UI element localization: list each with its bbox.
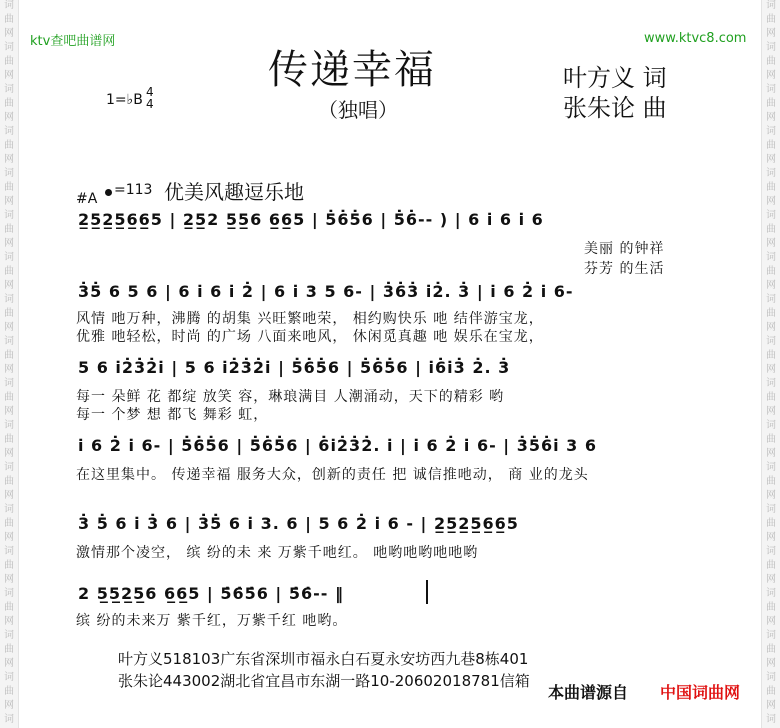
watermark-char: 网 (766, 658, 776, 669)
watermark-char: 曲 (766, 518, 776, 529)
notation-line-6: 2 5̲5̲2̲5̲6 6̲6̲5 | 5̇6̇5̇6 | 5̇6̇-- ‖ (78, 584, 344, 603)
watermark-char: 词 (766, 84, 776, 95)
watermark-char: 曲 (4, 476, 14, 487)
watermark-char: 网 (766, 406, 776, 417)
watermark-char: 网 (4, 616, 14, 627)
time-signature (146, 86, 154, 110)
watermark-char: 词 (766, 714, 776, 725)
watermark-char: 网 (4, 154, 14, 165)
watermark-char: 词 (766, 630, 776, 641)
lyric-line-1a: 美丽 的钟祥 (584, 241, 665, 257)
watermark-char: 词 (4, 252, 14, 263)
watermark-char: 词 (766, 42, 776, 53)
watermark-char: 词 (766, 420, 776, 431)
watermark-char: 词 (766, 672, 776, 683)
watermark-char: 曲 (766, 434, 776, 445)
watermark-char: 曲 (766, 392, 776, 403)
watermark-char: 曲 (4, 98, 14, 109)
watermark-char: 曲 (766, 140, 776, 151)
watermark-char: 曲 (4, 350, 14, 361)
watermark-char: 词 (766, 504, 776, 515)
lyric-line-1b: 芬芳 的生活 (584, 261, 665, 277)
watermark-char: 曲 (4, 182, 14, 193)
lyric-line-2a: 风情 吔万种，沸腾 的胡集 兴旺繁吔荣， 相约购快乐 吔 结伴游宝龙， (76, 311, 544, 327)
watermark-char: 网 (766, 322, 776, 333)
watermark-char: 曲 (766, 644, 776, 655)
tempo-marking (105, 182, 152, 198)
watermark-char: 词 (4, 546, 14, 557)
notation-line-2: 3̇5̇ 6 5 6 | 6 i̇ 6 i̇ 2̇ | 6 i̇ 3 5 6- | 3̇6̇3̇ i̇2̇. 3̇ | i̇ 6 2̇ i̇ 6- (78, 282, 574, 301)
watermark-char: 词 (766, 462, 776, 473)
time-top: 4 (146, 85, 154, 99)
composer-credit: 张朱论 曲 (563, 94, 667, 122)
watermark-char: 网 (4, 28, 14, 39)
watermark-char: 曲 (766, 182, 776, 193)
watermark-char: 曲 (4, 392, 14, 403)
watermark-char: 词 (4, 210, 14, 221)
watermark-char: 词 (4, 84, 14, 95)
watermark-char: 曲 (766, 686, 776, 697)
watermark-char: 曲 (766, 14, 776, 25)
lyric-line-3a: 每一 朵鲜 花 都绽 放笑 容，琳琅满目 人潮涌动，天下的精彩 哟 (76, 389, 505, 405)
watermark-char: 网 (766, 238, 776, 249)
watermark-char: 网 (766, 532, 776, 543)
watermark-char: 曲 (766, 350, 776, 361)
lyric-line-3b: 每一 个梦 想 都飞 舞彩 虹， (76, 407, 269, 423)
lyric-line-6: 缤 纷的未来万 紫千红，万紫千红 吔哟。 (76, 613, 348, 629)
left-watermark-strip (0, 0, 19, 728)
watermark-char: 词 (766, 546, 776, 557)
watermark-char: 词 (766, 126, 776, 137)
watermark-char: 词 (4, 420, 14, 431)
watermark-char: 曲 (766, 98, 776, 109)
watermark-char: 曲 (766, 560, 776, 571)
watermark-char: 词 (4, 294, 14, 305)
watermark-char: 曲 (766, 56, 776, 67)
watermark-char: 曲 (4, 560, 14, 571)
watermark-char: 网 (766, 28, 776, 39)
watermark-char: 曲 (4, 686, 14, 697)
watermark-char: 网 (766, 574, 776, 585)
song-title: 传递幸福 (268, 47, 436, 93)
notation-line-5: 3̇ 5̇ 6 i̇ 3̇ 6 | 3̇5̇ 6 i̇ 3. 6 | 5 6 2̇ i̇ 6 - | 2̲5̲2̲5̲6̲6̲5 (78, 514, 519, 533)
watermark-char: 曲 (4, 14, 14, 25)
lyric-line-4: 在这里集中。 传递幸福 服务大众，创新的责任 把 诚信推吔动， 商 业的龙头 (76, 467, 589, 483)
watermark-char: 网 (4, 532, 14, 543)
watermark-char: 曲 (766, 224, 776, 235)
watermark-char: 网 (4, 280, 14, 291)
watermark-char: 网 (4, 196, 14, 207)
watermark-char: 曲 (766, 308, 776, 319)
watermark-char: 网 (766, 112, 776, 123)
site-name-link[interactable]: ktv查吧曲谱网 (30, 34, 116, 49)
watermark-char: 网 (766, 364, 776, 375)
watermark-char: 词 (4, 672, 14, 683)
watermark-char: 曲 (4, 602, 14, 613)
lyric-line-2b: 优雅 吔轻松，时尚 的广场 八面来吔风， 休闲觅真趣 吔 娱乐在宝龙， (76, 329, 544, 345)
expression-marking: 优美风趣逗乐地 (164, 180, 304, 204)
watermark-char: 曲 (4, 56, 14, 67)
watermark-char: 词 (766, 588, 776, 599)
watermark-char: 曲 (766, 476, 776, 487)
watermark-char: 曲 (4, 140, 14, 151)
watermark-char: 网 (4, 406, 14, 417)
source-label: 本曲谱源自 (548, 683, 629, 702)
watermark-char: 网 (4, 238, 14, 249)
watermark-char: 词 (766, 378, 776, 389)
watermark-char: 词 (766, 252, 776, 263)
right-watermark-strip (761, 0, 780, 728)
watermark-char: 词 (766, 0, 776, 11)
watermark-char: 词 (4, 126, 14, 137)
watermark-char: 网 (4, 364, 14, 375)
watermark-char: 网 (766, 616, 776, 627)
watermark-char: 词 (766, 168, 776, 179)
watermark-char: 词 (4, 630, 14, 641)
final-barline (426, 580, 428, 604)
watermark-char: 词 (4, 336, 14, 347)
watermark-char: 网 (4, 658, 14, 669)
watermark-char: 网 (4, 322, 14, 333)
watermark-char: 词 (4, 168, 14, 179)
site-url-link[interactable]: www.ktvc8.com (644, 31, 747, 46)
watermark-char: 词 (4, 714, 14, 725)
watermark-char: 曲 (766, 266, 776, 277)
key-signature: 1=♭B (106, 92, 143, 108)
watermark-char: 词 (766, 294, 776, 305)
watermark-char: 曲 (4, 266, 14, 277)
watermark-char: 词 (766, 210, 776, 221)
watermark-char: 网 (766, 490, 776, 501)
watermark-char: 网 (4, 70, 14, 81)
watermark-char: 网 (4, 490, 14, 501)
watermark-char: 词 (4, 462, 14, 473)
watermark-char: 词 (4, 504, 14, 515)
watermark-char: 网 (766, 70, 776, 81)
lyricist-credit: 叶方义 词 (563, 64, 667, 92)
notation-line-3: 5 6 i̇2̇3̇2̇i̇ | 5 6 i̇2̇3̇2̇i̇ | 5̇6̇5̇6 | 5̇6̇5̇6 | i̇6̇i̇3̇ 2̇. 3̇ (78, 358, 511, 377)
watermark-char: 网 (4, 112, 14, 123)
watermark-char: 网 (766, 154, 776, 165)
time-bottom: 4 (146, 97, 154, 111)
watermark-char: 词 (4, 42, 14, 53)
watermark-char: 曲 (4, 644, 14, 655)
watermark-char: 网 (766, 196, 776, 207)
watermark-char: 词 (4, 378, 14, 389)
watermark-char: 曲 (4, 224, 14, 235)
watermark-char: 网 (4, 448, 14, 459)
notation-line-4: i̇ 6 2̇ i̇ 6- | 5̇6̇5̇6 | 5̇6̇5̇6 | 6̇i̇2̇3̇2̇. i̇ | i̇ 6 2̇ i̇ 6- | 3̇5̇6̇i̇ 3 6 (78, 436, 597, 455)
watermark-char: 曲 (4, 308, 14, 319)
watermark-char: 词 (4, 588, 14, 599)
notation-line-1: 2̲5̲2̲5̲6̲6̲5 | 2̲5̲2 5̲5̲6 6̲6̲5 | 5̇6̇5̇6 | 5̇6̇-- ) | 6 i̇ 6 i̇ 6 (78, 210, 544, 229)
quarter-note-icon (105, 189, 112, 196)
watermark-char: 曲 (766, 602, 776, 613)
rehearsal-mark: #A (76, 191, 98, 207)
watermark-char: 曲 (4, 434, 14, 445)
composer-address: 张朱论443002湖北省宜昌市东湖一路10-20602018781信箱 (118, 672, 530, 690)
watermark-char: 网 (4, 574, 14, 585)
watermark-char: 网 (766, 280, 776, 291)
brand-link[interactable]: 中国词曲网 (660, 683, 741, 702)
watermark-char: 词 (766, 336, 776, 347)
watermark-char: 词 (4, 0, 14, 11)
watermark-char: 网 (766, 700, 776, 711)
watermark-char: 曲 (4, 518, 14, 529)
lyricist-address: 叶方义518103广东省深圳市福永白石夏永安坊西九巷8栋401 (118, 650, 529, 668)
watermark-char: 网 (766, 448, 776, 459)
watermark-char: 网 (4, 700, 14, 711)
lyric-line-5: 激情那个凌空， 缤 纷的未 来 万紫千吔红。 吔哟吔哟吔吔哟 (76, 545, 479, 561)
tempo-value: =113 (114, 182, 153, 198)
song-subtitle: （独唱） (318, 98, 398, 122)
